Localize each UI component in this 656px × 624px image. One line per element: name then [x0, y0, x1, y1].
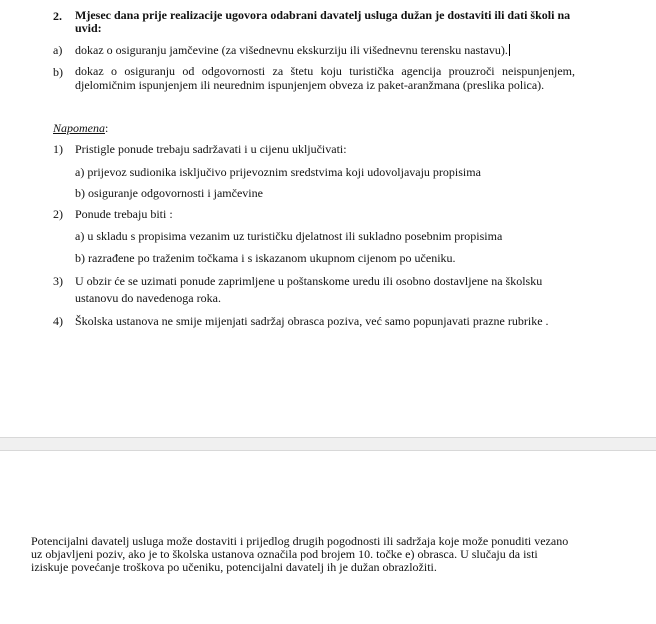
page-break	[0, 437, 656, 451]
note-item-label: 3)	[53, 274, 63, 288]
text-cursor	[509, 44, 510, 56]
list-item[interactable]	[75, 44, 510, 57]
list-item-label: b)	[53, 65, 63, 79]
note-item-text: Ponude trebaju biti :	[75, 207, 173, 221]
section-heading: Mjesec dana prije realizacije ugovora odabrani davatelj usluga dužan je dostaviti ili dati školi na uvid:	[75, 8, 571, 35]
note-subitem: b) osiguranje odgovornosti i jamčevine	[75, 186, 263, 200]
note-item-text: Školska ustanova ne smije mijenjati sadržaj obrasca poziva, već samo popunjavati prazne rubrike .	[75, 314, 549, 328]
page2-paragraph: Potencijalni davatelj usluga može dostaviti i prijedlog drugih pogodnosti ili sadržaja koje može ponuditi vezano uz objavljeni poziv, ako je to školska ustanova označila pod brojem 10. točke e) obrasca. U slučaju da isti iziskuje povećanje troškova po učeniku, potencijalni davatelj ih je dužan obrazložiti.	[31, 534, 569, 574]
note-title: Napomena:	[53, 121, 109, 135]
note-subitem: a) u skladu s propisima vezanim uz turističku djelatnost ili sukladno posebnim propisima	[75, 229, 503, 243]
note-item-text: Pristigle ponude trebaju sadržavati i u cijenu uključivati:	[75, 142, 347, 156]
list-item-label: a)	[53, 43, 63, 57]
section-number: 2.	[53, 9, 62, 23]
document-page-2	[0, 451, 656, 624]
note-item-label: 2)	[53, 207, 63, 221]
note-item-text: U obzir će se uzimati ponude zaprimljene u poštanskome uredu ili osobno dostavljene na školsku ustanovu do navedenoga roka.	[75, 274, 543, 305]
list-item-text: dokaz o osiguranju jamčevine (za višednevnu ekskurziju ili višednevnu terensku nastavu).	[75, 43, 508, 57]
note-item-label: 4)	[53, 314, 63, 328]
list-item-text: dokaz o osiguranju od odgovornosti za štetu koju turistička agencija prouzroči neispunjenjem, djelomičnim ispunjenjem ili neurednim ispunjenjem obveza iz paket-aranžmana (preslika polica).	[75, 64, 575, 92]
note-item-label: 1)	[53, 142, 63, 156]
note-subitem: b) razrađene po traženim točkama i s iskazanom ukupnom cijenom po učeniku.	[75, 251, 456, 265]
note-subitem: a) prijevoz sudionika isključivo prijevoznim sredstvima koji udovoljavaju propisima	[75, 165, 481, 179]
